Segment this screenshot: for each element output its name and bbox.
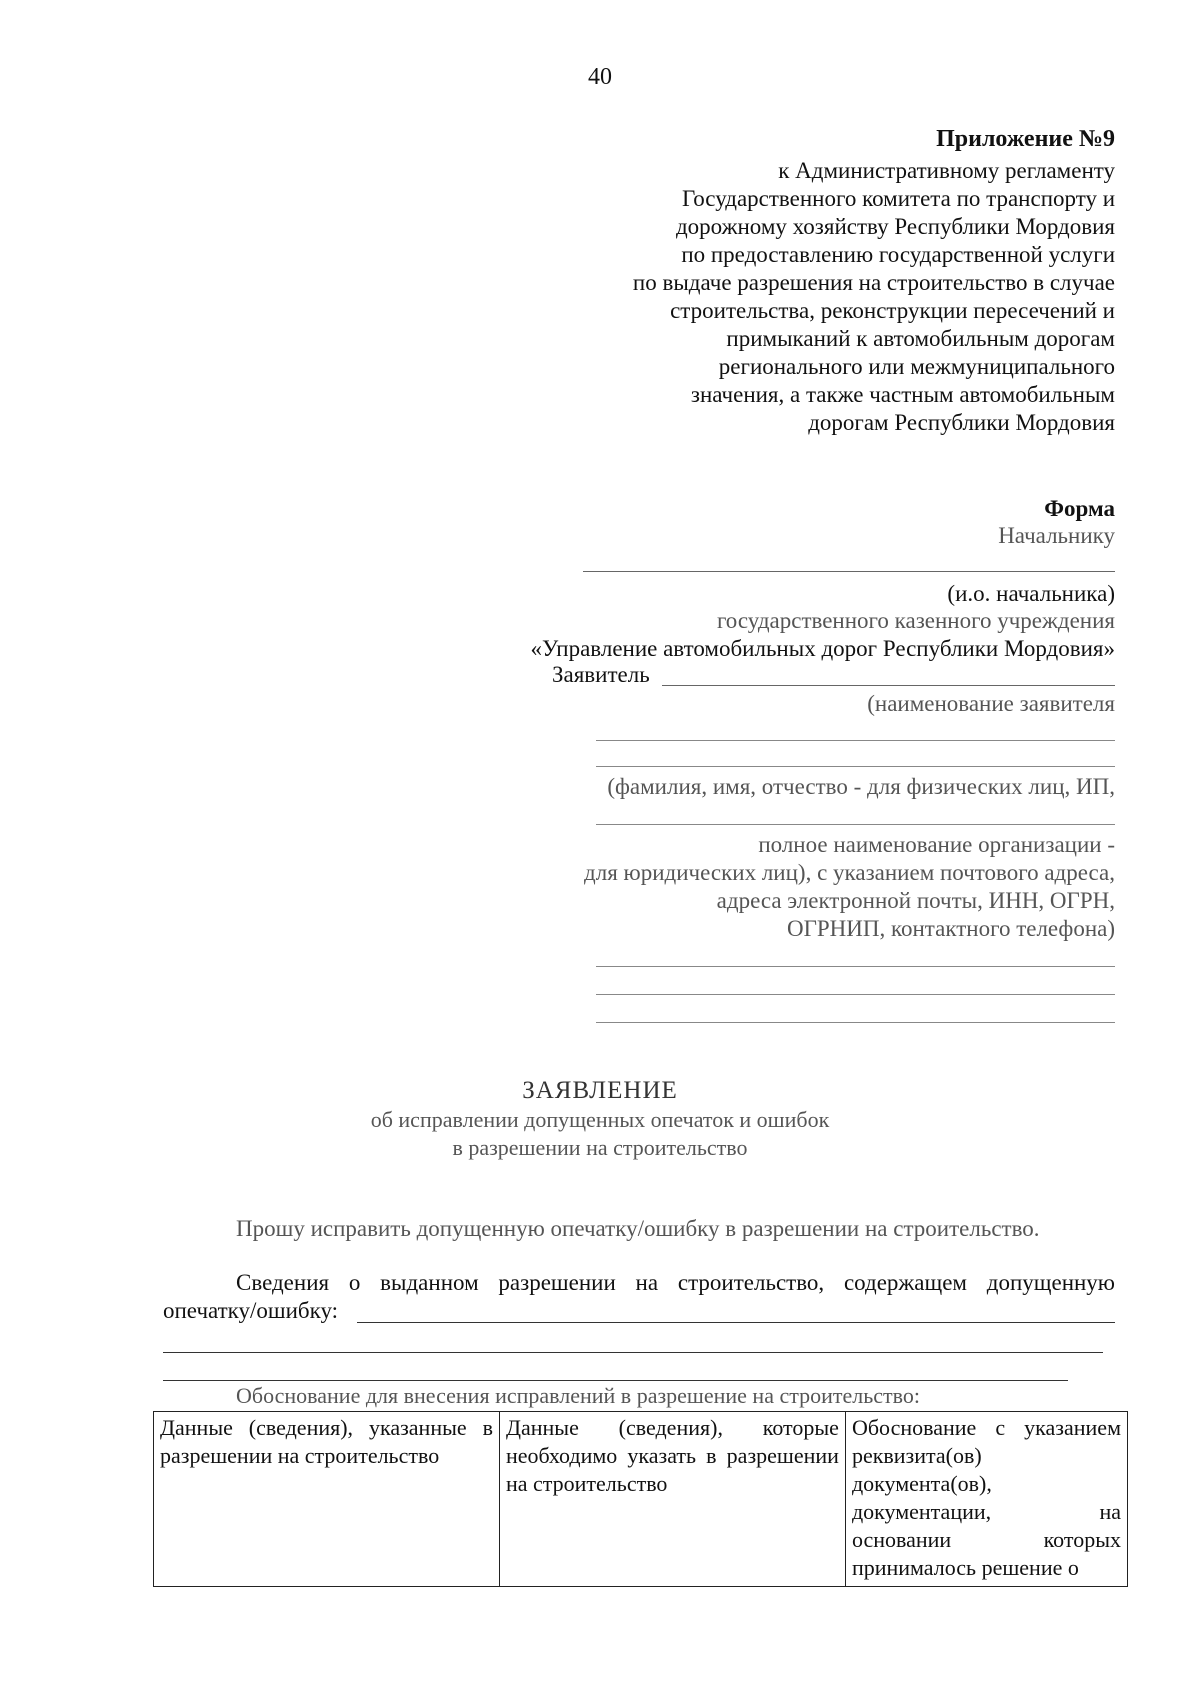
info-label-text: Сведения о выданном разрешении на строительство, содержащем допущенную bbox=[236, 1270, 1115, 1295]
basis-table bbox=[153, 1411, 1128, 1587]
institution-name: «Управление автомобильных дорог Республики Мордовия» bbox=[530, 636, 1115, 661]
appendix-line: дорожному хозяйству Республики Мордовия bbox=[675, 214, 1115, 239]
info-label-end: опечатку/ошибку: bbox=[163, 1298, 339, 1323]
contact-blank-line bbox=[596, 966, 1115, 967]
column-header-justification: Обоснование с указанием реквизита(ов) документа(ов), документации, на основании которых принималось решение о bbox=[845, 1412, 1127, 1587]
fio-blank-line bbox=[596, 824, 1115, 825]
column-header-corrected-data: Данные (сведения), которые необходимо указать в разрешении на строительство bbox=[499, 1412, 845, 1587]
page-number: 40 bbox=[588, 64, 612, 90]
info-blank-line bbox=[163, 1352, 1103, 1353]
table-row bbox=[154, 1412, 1128, 1587]
addressee: Начальнику bbox=[998, 523, 1115, 548]
appendix-line: примыканий к автомобильным дорогам bbox=[726, 326, 1115, 351]
statement-subtitle: об исправлении допущенных опечаток и ошибок bbox=[370, 1107, 830, 1132]
applicant-caption: (наименование заявителя bbox=[867, 691, 1115, 716]
column-header-issued-data: Данные (сведения), указанные в разрешении на строительство bbox=[154, 1412, 500, 1587]
org-caption: ОГРНИП, контактного телефона) bbox=[786, 916, 1115, 941]
org-caption: полное наименование организации - bbox=[758, 832, 1115, 857]
statement-subtitle: в разрешении на строительство bbox=[452, 1135, 748, 1160]
request-text: Прошу исправить допущенную опечатку/ошибку в разрешении на строительство. bbox=[236, 1216, 1040, 1241]
appendix-line: по предоставлению государственной услуги bbox=[681, 242, 1115, 267]
info-blank-line bbox=[163, 1380, 1068, 1381]
statement-title: ЗАЯВЛЕНИЕ bbox=[522, 1077, 678, 1104]
info-blank-line bbox=[357, 1322, 1115, 1323]
info-label bbox=[236, 1268, 1115, 1298]
contact-blank-line bbox=[596, 994, 1115, 995]
institution-line: государственного казенного учреждения bbox=[716, 608, 1115, 633]
org-caption: для юридических лиц), с указанием почтового адреса, bbox=[584, 860, 1115, 885]
appendix-title: Приложение №9 bbox=[936, 126, 1115, 152]
appendix-line: по выдаче разрешения на строительство в случае bbox=[632, 270, 1115, 295]
contact-blank-line bbox=[596, 1022, 1115, 1023]
form-label: Форма bbox=[1044, 496, 1115, 521]
appendix-line: к Административному регламенту bbox=[778, 158, 1115, 183]
appendix-line: значения, а также частным автомобильным bbox=[690, 382, 1115, 407]
acting-caption: (и.о. начальника) bbox=[947, 581, 1115, 606]
appendix-line: регионального или межмуниципального bbox=[718, 354, 1115, 379]
org-caption: адреса электронной почты, ИНН, ОГРН, bbox=[716, 888, 1115, 913]
fio-caption: (фамилия, имя, отчество - для физических лиц, ИП, bbox=[607, 774, 1115, 799]
applicant-blank-line bbox=[596, 766, 1115, 767]
applicant-label: Заявитель bbox=[552, 662, 650, 687]
appendix-line: Государственного комитета по транспорту и bbox=[681, 186, 1115, 211]
appendix-line: дорогам Республики Мордовия bbox=[808, 410, 1115, 435]
basis-caption: Обоснование для внесения исправлений в разрешение на строительство: bbox=[236, 1383, 921, 1408]
applicant-blank-line bbox=[596, 740, 1115, 741]
applicant-blank-line bbox=[662, 685, 1115, 686]
appendix-line: строительства, реконструкции пересечений и bbox=[670, 298, 1115, 323]
addressee-blank-line bbox=[583, 571, 1115, 572]
